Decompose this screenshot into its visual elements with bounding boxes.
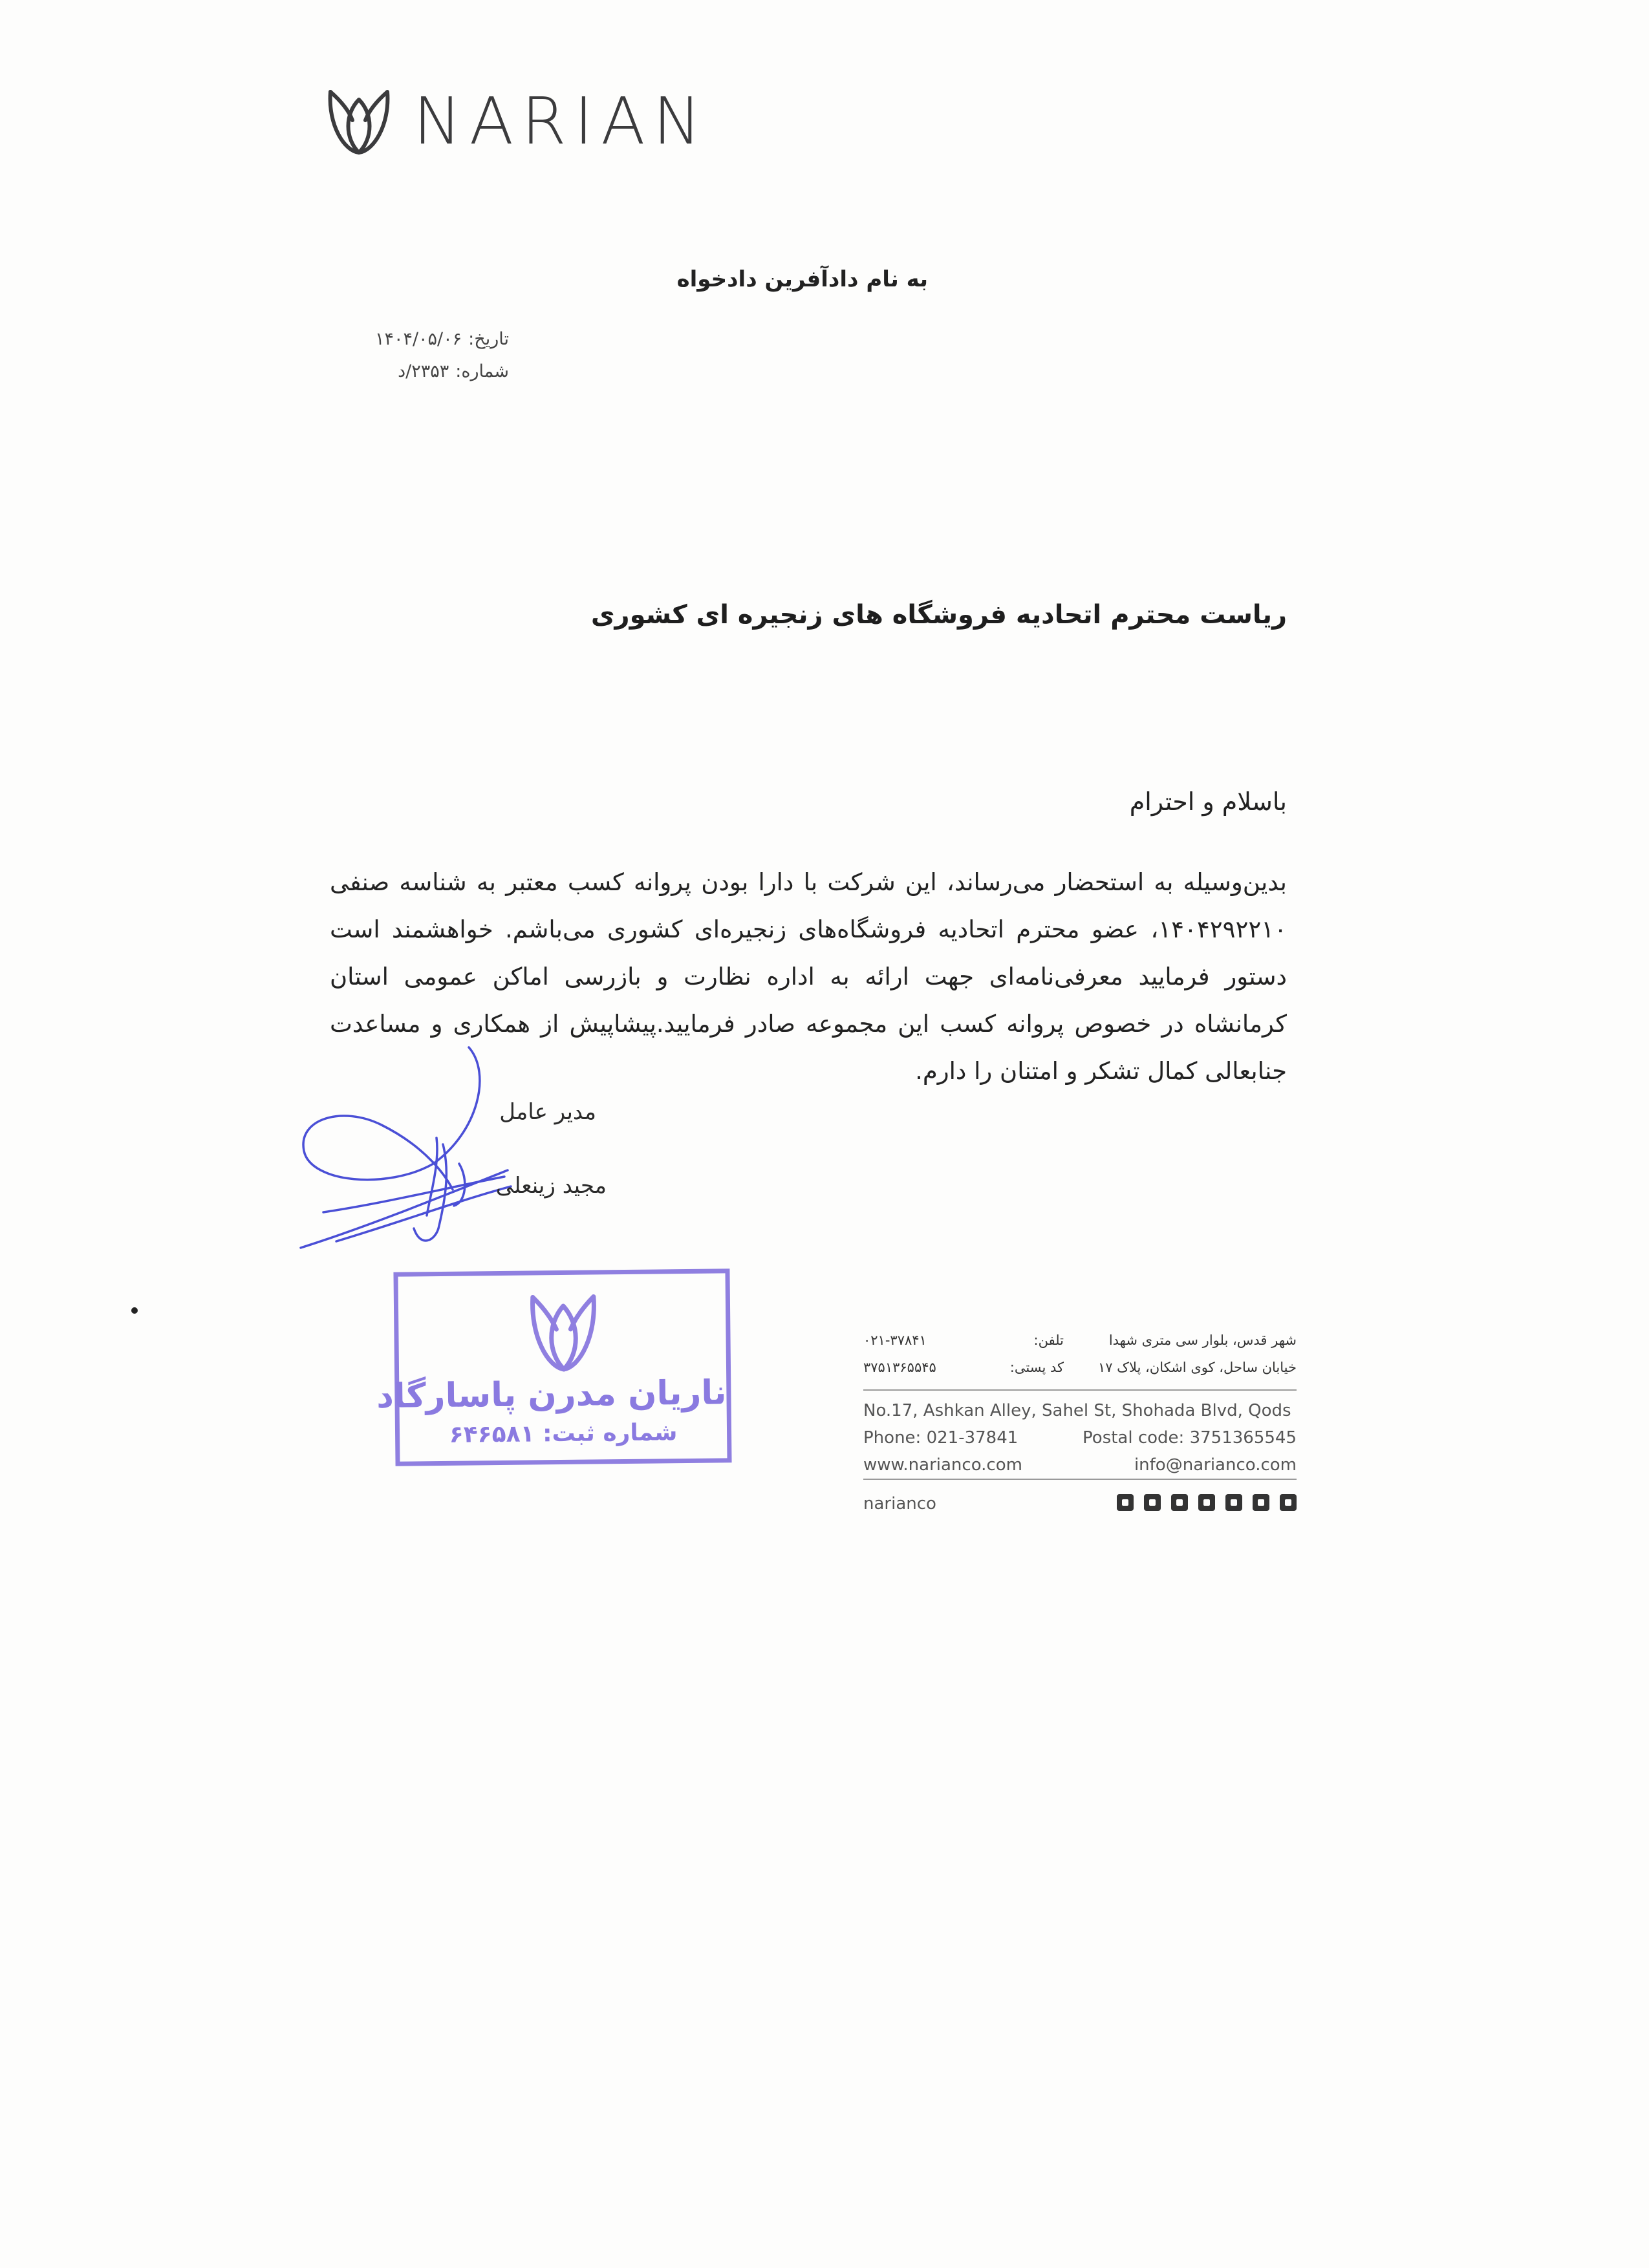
reference-block bbox=[375, 323, 509, 388]
recipient-line: ریاست محترم اتحادیه فروشگاه های زنجیره ای کشوری bbox=[590, 600, 1287, 630]
address-fa-line1: شهر قدس، بلوار سی متری شهدا bbox=[1108, 1332, 1297, 1348]
handwritten-signature bbox=[285, 1034, 517, 1261]
footer-row-social bbox=[863, 1490, 1297, 1517]
stamp-registration: شماره ثبت: ۶۴۶۵۸۱ bbox=[449, 1419, 678, 1448]
number-value: ۲۳۵۳/د bbox=[398, 361, 449, 381]
signatory-title: مدیر عامل bbox=[499, 1099, 596, 1125]
social-handle: narianco bbox=[863, 1494, 936, 1514]
linkedin-icon[interactable] bbox=[1225, 1494, 1242, 1511]
instagram-icon[interactable] bbox=[1117, 1494, 1134, 1511]
invocation-heading: به نام دادآفرین دادخواه bbox=[676, 266, 928, 292]
letterhead-brand bbox=[327, 83, 709, 160]
scan-speck bbox=[131, 1307, 138, 1314]
number-row bbox=[375, 356, 509, 388]
postal-label-fa: کد پستی: bbox=[1009, 1360, 1064, 1375]
date-value: ۱۴۰۴/۰۵/۰۶ bbox=[374, 329, 462, 349]
brand-wordmark: NARIAN bbox=[413, 83, 709, 159]
footer-row-web bbox=[863, 1451, 1297, 1479]
stamp-company-name: ناریان مدرن پاسارگاد bbox=[376, 1373, 727, 1417]
email-link[interactable]: info@narianco.com bbox=[1134, 1455, 1297, 1475]
address-en: No.17, Ashkan Alley, Sahel St, Shohada Blvd, Qods bbox=[863, 1401, 1291, 1420]
address-fa-line2: خیابان ساحل، کوی اشکان، پلاک ۱۷ bbox=[1097, 1360, 1297, 1375]
social-icons bbox=[1117, 1494, 1297, 1511]
postal-en: Postal code: 3751365545 bbox=[1083, 1428, 1297, 1448]
footer-row-en-address bbox=[863, 1397, 1297, 1424]
footer-row-en-phone bbox=[863, 1424, 1297, 1451]
date-label: تاریخ: bbox=[468, 329, 509, 349]
facebook-icon[interactable] bbox=[1144, 1494, 1161, 1511]
tulip-icon bbox=[327, 87, 391, 156]
greeting-line: باسلام و احترام bbox=[1129, 787, 1287, 816]
website-link[interactable]: www.narianco.com bbox=[863, 1455, 1022, 1475]
postal-fa: ۳۷۵۱۳۶۵۵۴۵ bbox=[863, 1360, 936, 1375]
footer-row-fa-2 bbox=[863, 1356, 1297, 1383]
phone-label-fa: تلفن: bbox=[1033, 1332, 1064, 1348]
phone-fa: ۰۲۱-۳۷۸۴۱ bbox=[863, 1332, 927, 1348]
footer-row-fa-1 bbox=[863, 1329, 1297, 1356]
body-paragraph: بدین‌وسیله به استحضار می‌رساند، این شرکت با دارا بودن پروانه کسب معتبر به شناسه صنفی ۱۴۰۴۲۹۲۲۱۰، عضو محترم اتحادیه فروشگاه‌های زنجیره‌ای کشوری می‌باشم. خواهشمند است دستور فرمایید معرفی‌نامه‌ای جهت ارائه به اداره نظارت و بازرسی اماکن عمومی استان کرمانشاه در خصوص پروانه کسب این مجموعه صادر فرمایید.پیشاپیش از همکاری و مساعدت جنابعالی کمال تشکر و امتنان را دارم. bbox=[330, 868, 1287, 1085]
stamp-tulip-icon bbox=[528, 1290, 599, 1375]
phone-en: Phone: 021-37841 bbox=[863, 1428, 1018, 1448]
footer-divider bbox=[863, 1389, 1297, 1391]
aparat-icon[interactable] bbox=[1253, 1494, 1269, 1511]
number-label: شماره: bbox=[455, 361, 509, 381]
date-row bbox=[375, 323, 509, 356]
youtube-icon[interactable] bbox=[1280, 1494, 1297, 1511]
twitter-icon[interactable] bbox=[1171, 1494, 1188, 1511]
signatory-name: مجید زینعلی bbox=[495, 1173, 607, 1199]
footer-divider bbox=[863, 1479, 1297, 1480]
contact-footer bbox=[863, 1329, 1297, 1517]
pinterest-icon[interactable] bbox=[1198, 1494, 1215, 1511]
company-stamp bbox=[376, 1268, 731, 1466]
